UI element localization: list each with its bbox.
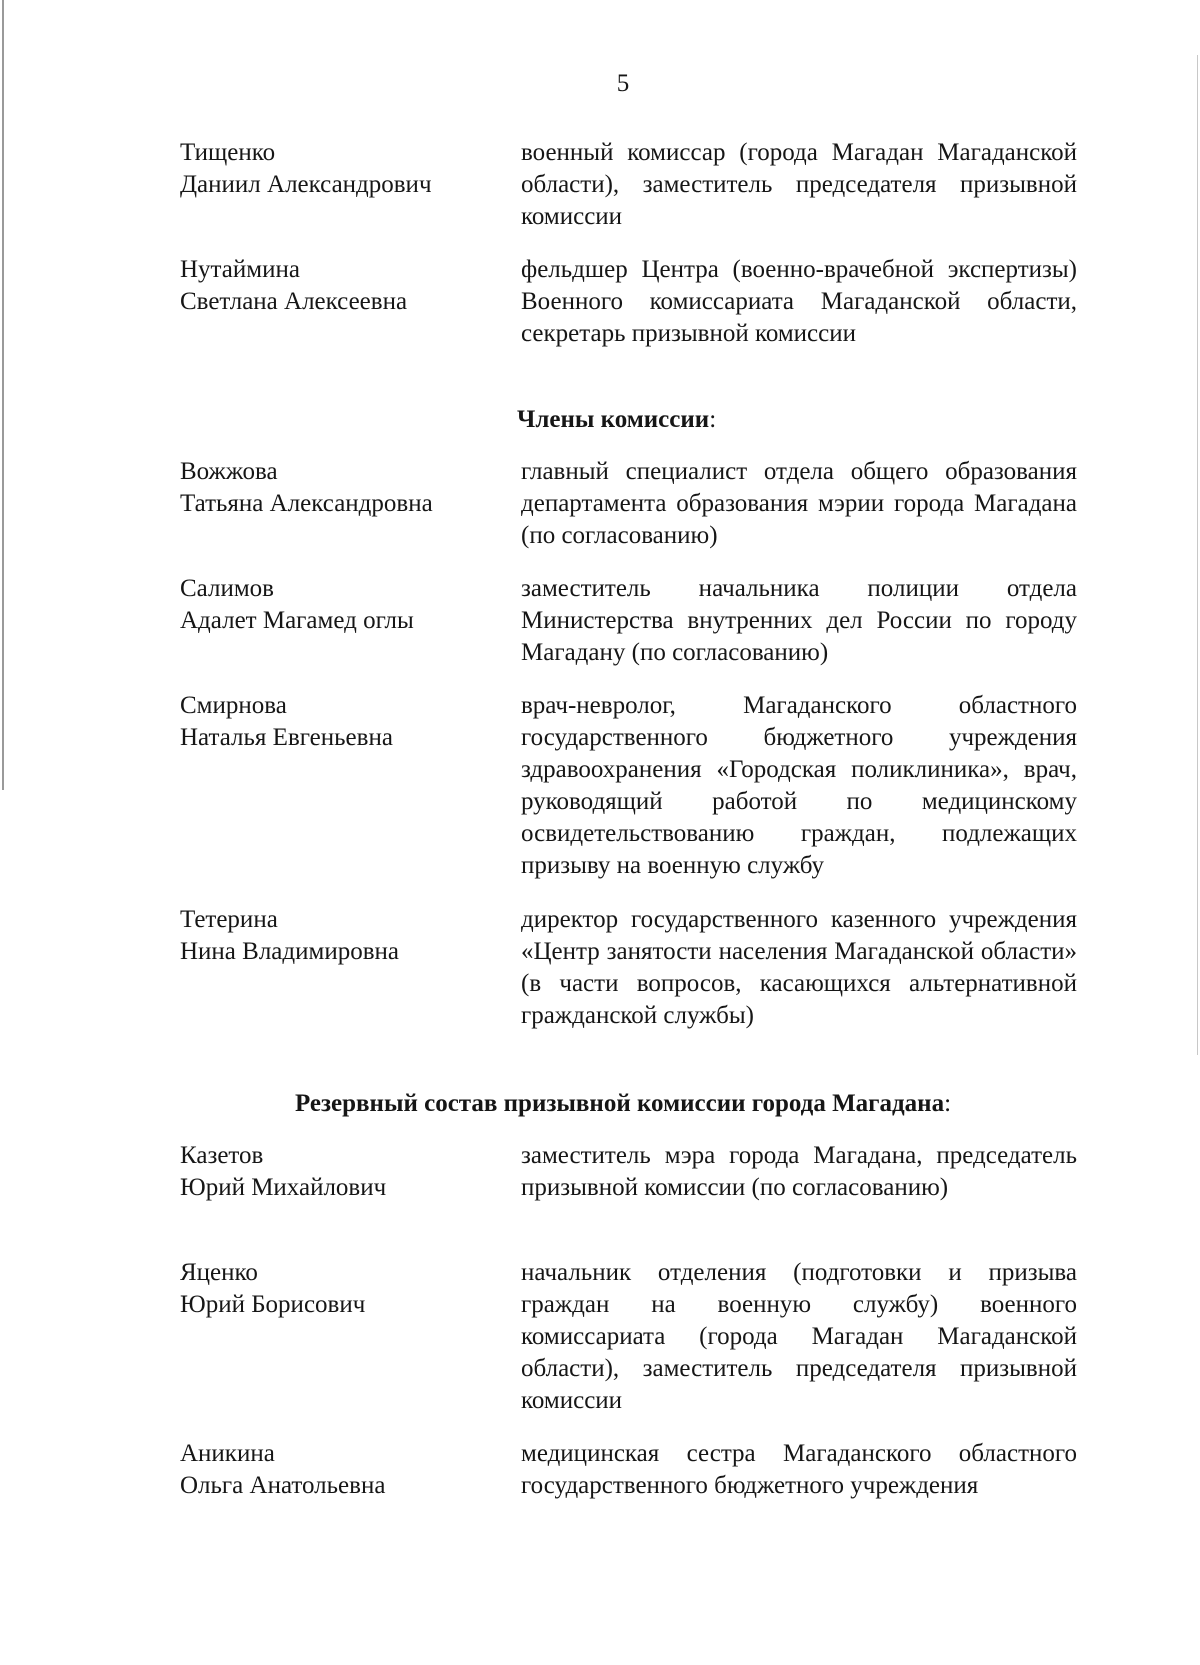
person-name	[180, 137, 500, 201]
person-role: директор государственного казенного учреждения «Центр занятости населения Магаданской области» (в части вопросов, касающихся альтернативной гражданской службы)	[521, 906, 1077, 1029]
person-name	[180, 1257, 500, 1321]
person-role: начальник отделения (подготовки и призыва граждан на военную службу) военного комиссариата (города Магадан Магаданской области), заместитель председателя призывной комиссии	[521, 1259, 1077, 1414]
given-names: Нина Владимировна	[180, 938, 399, 965]
person-name	[180, 573, 500, 637]
given-names: Юрий Борисович	[180, 1291, 366, 1318]
members-heading: Члены комиссии:	[517, 406, 717, 433]
surname: Казетов	[180, 1142, 264, 1169]
person-role: главный специалист отдела общего образования департамента образования мэрии города Магадана (по согласованию)	[521, 458, 1077, 549]
person-name	[180, 1438, 500, 1502]
person-role: медицинская сестра Магаданского областного государственного бюджетного учреждения	[521, 1440, 1077, 1499]
given-names: Светлана Алексеевна	[180, 288, 408, 315]
surname: Смирнова	[180, 692, 287, 719]
person-name	[180, 456, 500, 520]
person-name	[180, 904, 500, 968]
given-names: Ольга Анатольевна	[180, 1472, 386, 1499]
given-names: Даниил Александрович	[180, 171, 432, 198]
person-role: фельдшер Центра (военно-врачебной экспертизы) Военного комиссариата Магаданской области, секретарь призывной комиссии	[521, 256, 1077, 347]
reserve-heading-text: Резервный состав призывной комиссии города Магадана	[294, 1090, 945, 1117]
given-names: Наталья Евгеньевна	[180, 724, 393, 751]
person-role: заместитель начальника полиции отдела Министерства внутренних дел России по городу Магадану (по согласованию)	[521, 575, 1077, 666]
scan-edge-left	[2, 0, 4, 790]
person-name	[180, 690, 500, 754]
surname: Нутаймина	[180, 256, 300, 283]
surname: Вожжова	[180, 458, 278, 485]
surname: Салимов	[180, 575, 274, 602]
person-role: военный комиссар (города Магадан Магаданской области), заместитель председателя призывной комиссии	[521, 139, 1077, 230]
surname: Яценко	[180, 1259, 258, 1286]
members-heading-text: Члены комиссии	[517, 406, 710, 433]
person-role: врач-невролог, Магаданского областного государственного бюджетного учреждения здравоохранения «Городская поликлиника», врач, руководящий работой по медицинскому освидетельствованию граждан, подлежащих призыву на военную службу	[521, 692, 1077, 879]
given-names: Юрий Михайлович	[180, 1174, 387, 1201]
surname: Аникина	[180, 1440, 275, 1467]
given-names: Адалет Магамед оглы	[180, 607, 414, 634]
person-name	[180, 254, 500, 318]
given-names: Татьяна Александровна	[180, 490, 433, 517]
surname: Тетерина	[180, 906, 278, 933]
page-number: 5	[616, 70, 630, 97]
scan-edge-right	[1197, 55, 1198, 1055]
person-name	[180, 1140, 500, 1204]
reserve-heading: Резервный состав призывной комиссии города Магадана:	[294, 1090, 952, 1117]
surname: Тищенко	[180, 139, 276, 166]
person-role: заместитель мэра города Магадана, председатель призывной комиссии (по согласованию)	[521, 1142, 1077, 1201]
